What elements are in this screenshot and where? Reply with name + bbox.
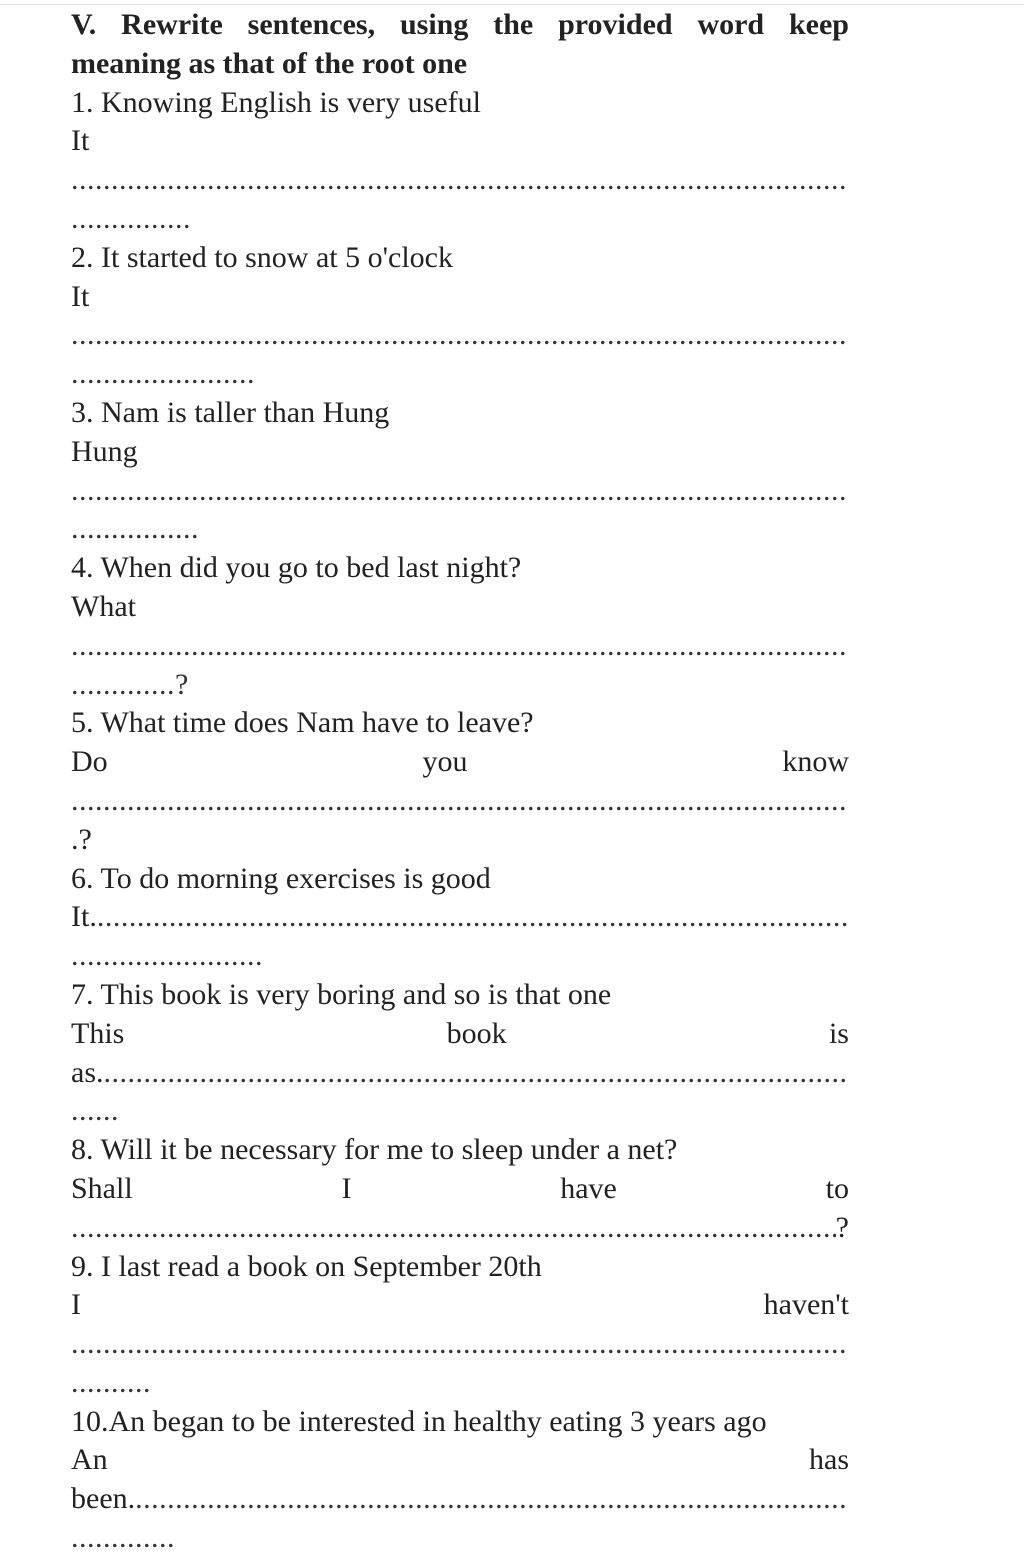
start-word: I <box>341 1171 352 1205</box>
start-word: I <box>71 1288 81 1322</box>
start-word: This <box>71 1016 125 1050</box>
question-6-prompt: 6. To do morning exercises is good <box>71 861 491 895</box>
question-5-start <box>71 743 849 782</box>
question-5-prompt: 5. What time does Nam have to leave? <box>71 706 534 740</box>
answer-line-5[interactable] <box>71 782 849 821</box>
answer-line-5-end: .? <box>71 822 92 856</box>
start-word: has <box>809 1443 849 1477</box>
start-word: It. <box>71 900 97 934</box>
question-3-prompt: 3. Nam is taller than Hung <box>71 395 390 429</box>
answer-line-9-end: .......... <box>71 1365 151 1399</box>
question-1-start: It <box>71 124 90 158</box>
answer-line-3-end: ................ <box>71 512 199 546</box>
question-10-prompt: 10.An began to be interested in healthy eating 3 years ago <box>71 1404 767 1438</box>
question-2-start: It <box>71 279 90 313</box>
exercise-sheet <box>71 6 849 1558</box>
answer-line-7-end: ...... <box>71 1094 119 1128</box>
question-7-start <box>71 1015 849 1054</box>
answer-line-6[interactable] <box>71 898 849 937</box>
answer-line-6-end: ........................ <box>71 939 263 973</box>
question-2-prompt: 2. It started to snow at 5 o'clock <box>71 240 453 274</box>
answer-line-2-end: ....................... <box>71 357 255 391</box>
start-word: as. <box>71 1055 104 1089</box>
question-7-prompt: 7. This book is very boring and so is that one <box>71 977 612 1011</box>
start-word: An <box>71 1443 108 1477</box>
heading-word: provided <box>558 8 673 41</box>
question-1-prompt: 1. Knowing English is very useful <box>71 85 481 119</box>
heading-word: sentences, <box>247 8 376 41</box>
answer-line-2[interactable] <box>71 316 849 355</box>
top-border <box>0 4 1024 5</box>
heading-word: word <box>697 8 765 41</box>
question-9-start <box>71 1286 849 1325</box>
start-word: Do <box>71 745 108 779</box>
answer-line-4[interactable] <box>71 627 849 666</box>
answer-line-7[interactable] <box>71 1054 849 1093</box>
heading-word: keep <box>788 8 849 41</box>
heading-word: Rewrite <box>121 8 223 41</box>
question-mark: ? <box>835 1210 849 1244</box>
question-10-start <box>71 1441 849 1480</box>
answer-line-10[interactable] <box>71 1480 849 1519</box>
answer-line-3[interactable] <box>71 472 849 511</box>
start-word: been. <box>71 1482 136 1516</box>
answer-line-10-end: ............. <box>71 1521 175 1555</box>
start-word: you <box>422 745 468 779</box>
answer-line-1[interactable] <box>71 161 849 200</box>
start-word: know <box>782 745 849 779</box>
answer-line-4-end: .............? <box>71 667 189 701</box>
question-4-start: What <box>71 589 136 623</box>
answer-line-8[interactable] <box>71 1209 849 1248</box>
question-4-prompt: 4. When did you go to bed last night? <box>71 551 522 585</box>
answer-line-9[interactable] <box>71 1325 849 1364</box>
start-word: have <box>560 1171 617 1205</box>
start-word: book <box>446 1016 507 1050</box>
start-word: Shall <box>71 1171 133 1205</box>
start-word: is <box>828 1016 849 1050</box>
section-heading <box>71 6 849 45</box>
question-3-start: Hung <box>71 434 138 468</box>
question-8-start <box>71 1170 849 1209</box>
start-word: to <box>825 1171 849 1205</box>
section-heading-line-2: meaning as that of the root one <box>71 46 468 80</box>
answer-line-1-end: ............... <box>71 201 191 235</box>
start-word: haven't <box>763 1288 849 1322</box>
heading-word: using <box>399 8 469 41</box>
question-9-prompt: 9. I last read a book on September 20th <box>71 1249 542 1283</box>
question-8-prompt: 8. Will it be necessary for me to sleep under a net? <box>71 1133 678 1167</box>
heading-word: V. <box>71 8 97 41</box>
heading-word: the <box>493 8 534 41</box>
